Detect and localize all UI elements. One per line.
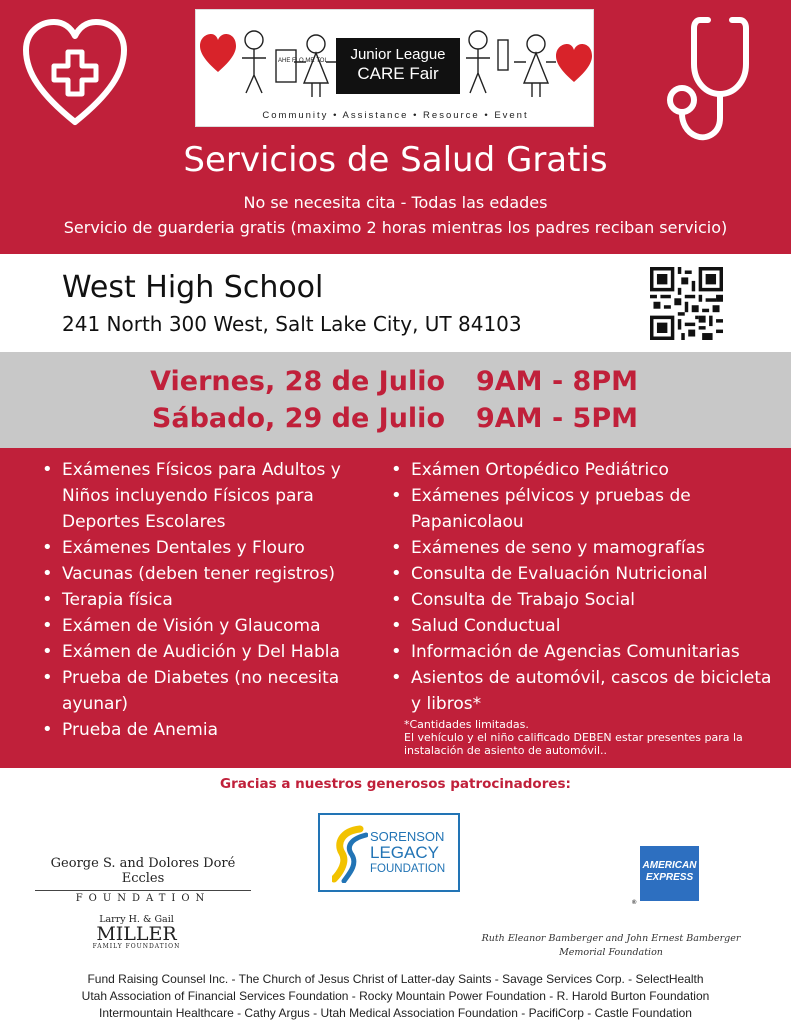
logo-title-line2: CARE Fair [357, 64, 439, 83]
sorenson-line-3: FOUNDATION [370, 863, 446, 875]
venue-name: West High School [62, 270, 324, 305]
list-item: • Exámenes pélvicos y pruebas de Papanicolaou [389, 483, 779, 535]
list-item: • Consulta de Trabajo Social [389, 587, 779, 613]
subtitle-childcare: Servicio de guarderia gratis (maximo 2 horas mientras los padres reciban servicio) [63, 218, 728, 237]
list-item: • Prueba de Diabetes (no necesita ayunar) [40, 665, 380, 717]
eccles-name: George S. and Dolores Doré Eccles [50, 856, 236, 886]
services-list-right [389, 457, 779, 717]
sorenson-line-2: LEGACY [370, 843, 439, 862]
miller-line-3: FAMILY FOUNDATION [92, 943, 181, 950]
sorenson-mark-icon [332, 825, 368, 883]
list-item: • Salud Conductual [389, 613, 779, 639]
list-item: • Terapia física [40, 587, 380, 613]
footer-line: Utah Association of Financial Services Foundation - Rocky Mountain Power Foundation - R. Harold Burton Foundation [81, 989, 710, 1003]
sponsors-title: Gracias a nuestros generosos patrocinadores: [220, 776, 571, 792]
amex-registered-mark: ® [632, 900, 637, 906]
list-item: • Exámenes de seno y mamografías [389, 535, 779, 561]
miller-line-1: Larry H. & Gail [99, 914, 174, 925]
amex-line-1: AMERICAN [642, 860, 697, 871]
limited-quantity-note [404, 718, 779, 757]
bamberger-line-2: Memorial Foundation [559, 947, 663, 958]
event-dates [0, 352, 791, 448]
heart-cross-icon [20, 14, 130, 132]
care-fair-logo [195, 9, 594, 127]
sorenson-legacy-logo [318, 813, 460, 892]
miller-foundation-logo [88, 914, 185, 950]
header-banner [0, 0, 791, 254]
eccles-foundation-logo [35, 856, 251, 904]
qr-code-icon[interactable] [650, 267, 723, 340]
list-item: • Consulta de Evaluación Nutricional [389, 561, 779, 587]
miller-line-2: MILLER [96, 923, 177, 945]
bamberger-foundation-logo [480, 932, 742, 960]
services-list-left [40, 457, 380, 743]
stethoscope-icon [660, 10, 770, 150]
eccles-foundation-label: FOUNDATION [75, 893, 211, 904]
american-express-logo [632, 846, 699, 906]
footer-line: Fund Raising Counsel Inc. - The Church of Jesus Christ of Latter-day Saints - Savage Services Corp. - SelectHealth [87, 972, 704, 986]
date-day: Viernes, 28 de Julio [150, 366, 445, 397]
date-time: 9AM - 5PM [476, 403, 638, 434]
sponsor-list-footer [0, 971, 791, 1022]
footer-line: Intermountain Healthcare - Cathy Argus - Utah Medical Association Foundation - PacifiCorp - Castle Foundation [99, 1006, 692, 1020]
bamberger-line-1: Ruth Eleanor Bamberger and John Ernest Bamberger [481, 933, 741, 944]
eccles-divider [35, 890, 251, 891]
list-item: • Exámenes Físicos para Adultos y Niños incluyendo Físicos para Deportes Escolares [40, 457, 380, 535]
subtitle-no-appointment: No se necesita cita - Todas las edades [243, 193, 548, 212]
list-item: • Exámen de Audición y Del Habla [40, 639, 380, 665]
venue-address: 241 North 300 West, Salt Lake City, UT 84103 [62, 312, 522, 336]
amex-line-2: EXPRESS [645, 872, 694, 883]
date-time: 9AM - 8PM [476, 366, 638, 397]
list-item: • Exámenes Dentales y Flouro [40, 535, 380, 561]
note-line-1: *Cantidades limitadas. [404, 718, 529, 731]
logo-drawing-text: AHE FLO MR TOL [278, 58, 328, 64]
services-section [0, 448, 791, 768]
list-item: • Exámen Ortopédico Pediátrico [389, 457, 779, 483]
sorenson-line-1: SORENSON [370, 829, 445, 844]
venue-section [0, 254, 791, 352]
list-item: • Exámen de Visión y Glaucoma [40, 613, 380, 639]
list-item: • Vacunas (deben tener registros) [40, 561, 380, 587]
logo-title [336, 38, 460, 94]
page-title: Servicios de Salud Gratis [183, 140, 608, 180]
date-day: Sábado, 29 de Julio [151, 403, 445, 434]
note-line-2: El vehículo y el niño calificado DEBEN estar presentes para la instalación de asiento de automóvil.. [404, 731, 743, 757]
list-item: • Asientos de automóvil, cascos de bicicleta y libros* [389, 665, 779, 717]
list-item: • Información de Agencias Comunitarias [389, 639, 779, 665]
logo-subtitle: Community • Assistance • Resource • Event [262, 110, 529, 121]
logo-title-line1: Junior League [350, 46, 446, 63]
list-item: • Prueba de Anemia [40, 717, 380, 743]
